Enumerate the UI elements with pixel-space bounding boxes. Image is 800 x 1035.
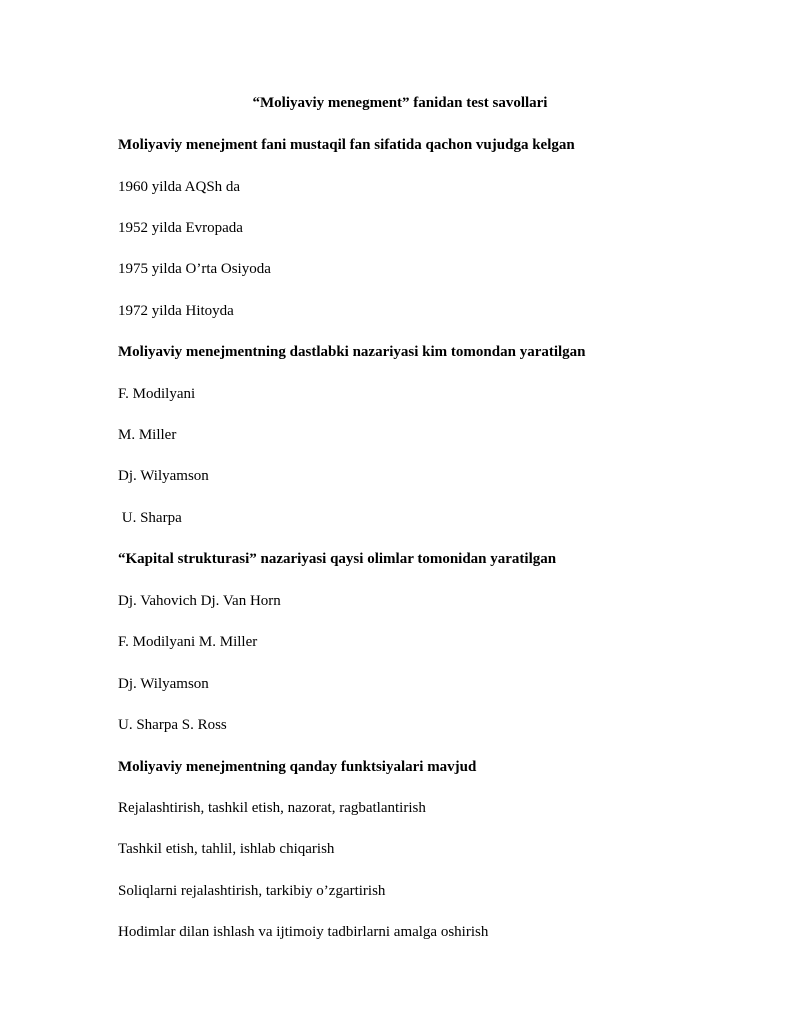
answer-2-2: M. Miller (118, 427, 177, 443)
answer-2-3: Dj. Wilyamson (118, 468, 209, 484)
answer-3-1: Dj. Vahovich Dj. Van Horn (118, 593, 281, 609)
question-4: Moliyaviy menejmentning qanday funktsiyalari mavjud (118, 759, 477, 775)
answer-2-4: U. Sharpa (118, 510, 182, 526)
answer-2-1: F. Modilyani (118, 386, 196, 402)
answer-1-4: 1972 yilda Hitoyda (118, 303, 234, 319)
answer-3-3: Dj. Wilyamson (118, 676, 209, 692)
document-title: “Moliyaviy menegment” fanidan test savollari (252, 95, 548, 111)
question-3: “Kapital strukturasi” nazariyasi qaysi olimlar tomonidan yaratilgan (118, 551, 557, 567)
answer-4-1: Rejalashtirish, tashkil etish, nazorat, ragbatlantirish (118, 800, 426, 816)
answer-1-2: 1952 yilda Evropada (118, 220, 243, 236)
answer-4-4: Hodimlar dilan ishlash va ijtimoiy tadbirlarni amalga oshirish (118, 924, 489, 940)
answer-1-1: 1960 yilda AQSh da (118, 179, 241, 195)
question-1: Moliyaviy menejment fani mustaqil fan sifatida qachon vujudga kelgan (118, 137, 575, 153)
question-2: Moliyaviy menejmentning dastlabki nazariyasi kim tomondan yaratilgan (118, 344, 586, 360)
answer-4-2: Tashkil etish, tahlil, ishlab chiqarish (118, 841, 335, 857)
answer-3-2: F. Modilyani M. Miller (118, 634, 258, 650)
answer-4-3: Soliqlarni rejalashtirish, tarkibiy o’zgartirish (118, 883, 386, 899)
answer-1-3: 1975 yilda O’rta Osiyoda (118, 261, 271, 277)
answer-3-4: U. Sharpa S. Ross (118, 717, 227, 733)
